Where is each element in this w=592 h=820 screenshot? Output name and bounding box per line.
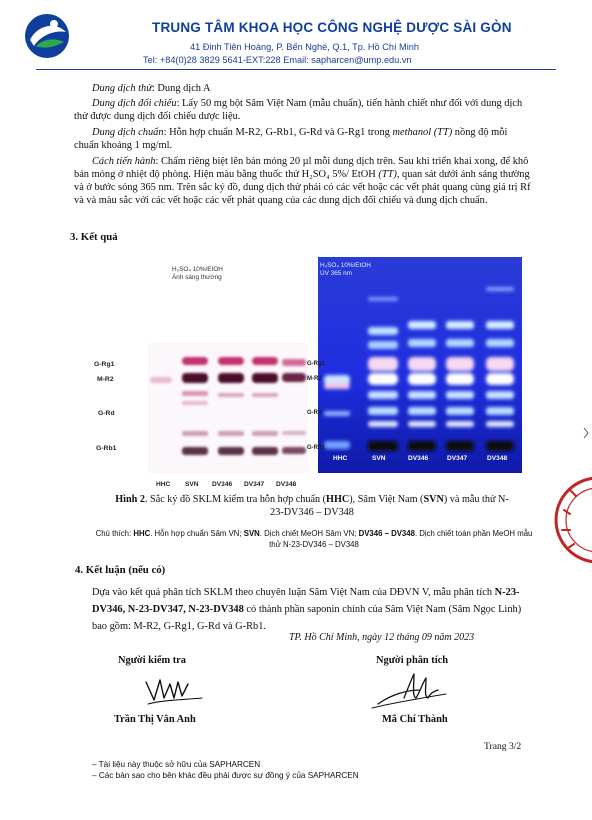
note-text-2: . Hỗn hợp chuẩn Sâm VN; (150, 529, 244, 538)
tlc-plate-uv-365 (318, 257, 522, 473)
caption-svn: SVN (423, 494, 444, 505)
band-label-m-r2: M-R2 (97, 376, 114, 383)
uv-lane-label-dv347: DV347 (447, 455, 468, 462)
procedure-tt: (TT) (378, 169, 397, 180)
standard-solvent: methanol (TT) (392, 127, 453, 138)
conclusion-text: Dựa vào kết quả phân tích SKLM theo chuyên luận Sâm Việt Nam của DĐVN V, mẫu phân tích (92, 587, 495, 598)
procedure-paragraph (74, 155, 534, 207)
inspector-title: Người kiểm tra (118, 655, 186, 666)
white-light-plate-label (172, 266, 223, 282)
lane-label-dv346: DV346 (212, 481, 233, 488)
uv-reagent: H₂SO₄ 10%/EtOH (320, 262, 371, 269)
analyst-signature (368, 668, 448, 712)
uv-band-label-g-rg1: G-Rg1 (307, 361, 325, 367)
tlc-plate-white-light (148, 343, 308, 473)
uv-band-label-m-r2: M-R2 (307, 376, 322, 382)
page-edge-mark (583, 426, 589, 440)
band-label-g-rg1: G-Rg1 (94, 361, 115, 368)
lane-label-dv347: DV347 (244, 481, 265, 488)
conclusion-samples: N-23-DV346, N-23-DV347, N-23-DV348 (92, 587, 520, 615)
procedure-text: : Chấm riêng biệt lên bản mỏng 20 µl mỗi dung dịch trên. Sau khi triển khai xong, để khô bản mỏng ở nhiệt độ phòng. Hiện màu bằng thuốc thử H₂SO₄ 5%/ EtOH (74, 156, 529, 180)
sapharcen-logo (22, 10, 72, 62)
inspector-name: Trần Thị Vân Anh (114, 714, 196, 725)
reference-solution-paragraph (74, 97, 534, 123)
uv-lane-label-dv346: DV346 (408, 455, 429, 462)
band-label-g-rb1: G-Rb1 (96, 445, 117, 452)
band-label-g-rd: G-Rd (98, 410, 115, 417)
lane-label-dv348: DV348 (276, 481, 297, 488)
inspector-signature (138, 670, 208, 710)
figure-number: Hình 2 (115, 494, 145, 505)
conclusion-text-2: có thành phần saponin chính của Sâm Việt Nam (Sâm Ngọc Linh) bao gồm: M-R2, G-Rg1, G-Rd và G-Rb1. (92, 604, 522, 632)
white-light-reagent: H₂SO₄ 10%/EtOH (172, 266, 223, 273)
test-solution-text: : Dung dịch A (151, 83, 211, 94)
section-4-heading: 4. Kết luận (nếu có) (75, 564, 166, 576)
uv-lane-label-svn: SVN (372, 455, 386, 462)
procedure-text-2: , quan sát dưới ánh sáng thường và ở bước sóng 365 nm. Trên sắc ký đồ, dung dịch thử phải có các vết hoặc các vết phát quang cùng giá trị Rf và và màu sắc với các vết hoặc các vết phát quang của các dung dịch đối chiếu và dung dịch chuẩn. (74, 169, 531, 206)
white-light-condition: Ánh sáng thường (172, 274, 222, 281)
analyst-title: Người phân tích (376, 655, 449, 666)
reference-solution-text: : Lấy 50 mg bột Sâm Việt Nam (mẫu chuẩn), tiến hành chiết như đối với dung dịch thử được dung dịch đối chiếu dược liệu. (74, 98, 523, 122)
standard-solution-label: Dung dịch chuẩn (92, 127, 164, 138)
uv-band-label-g-rb1: G-Rb1 (307, 445, 325, 451)
figure-caption (112, 493, 512, 519)
org-name: TRUNG TÂM KHOA HỌC CÔNG NGHỆ DƯỢC SÀI GÒN (152, 20, 512, 35)
caption-hhc: HHC (326, 494, 350, 505)
section-3-heading: 3. Kết quả (70, 231, 118, 243)
note-text-3: . Dịch chiết MeOH Sâm VN; (259, 529, 359, 538)
footer-note-1: – Tài liệu này thuộc sở hữu của SAPHARCEN (92, 760, 261, 769)
standard-solution-paragraph (74, 126, 534, 152)
uv-band-label-g-rd: G-Rd (307, 410, 322, 416)
note-prefix: Chú thích: (95, 529, 134, 538)
footer-note-2: – Các bản sao cho bên khác đều phải được sự đồng ý của SAPHARCEN (92, 771, 359, 780)
standard-solution-text-2: nồng độ mỗi chuẩn khoảng 1 mg/ml. (74, 127, 508, 151)
test-solution-paragraph (92, 82, 532, 95)
org-contact: Tel: +84(0)28 3829 5641-EXT:228 Email: sapharcen@ump.edu.vn (143, 55, 412, 65)
caption-text-3: ) và mẫu thử N-23-DV346 – DV348 (270, 494, 509, 518)
conclusion-paragraph (92, 584, 536, 635)
figure-note (94, 529, 534, 550)
note-dv: DV346 – DV348 (358, 529, 415, 538)
procedure-label: Cách tiến hành (92, 156, 156, 167)
note-text-4: . Dịch chiết toàn phần MeOH mẫu thử N-23-DV346 – DV348 (269, 529, 533, 549)
page-number: Trang 3/2 (484, 741, 522, 752)
caption-text-2: ), Sâm Việt Nam ( (349, 494, 424, 505)
note-hhc: HHC (133, 529, 151, 538)
lane-label-hhc: HHC (156, 481, 171, 488)
standard-solution-text: : Hỗn hợp chuẩn M-R2, G-Rb1, G-Rd và G-Rg1 trong (163, 127, 393, 138)
org-address: 41 Đinh Tiên Hoàng, P. Bến Nghé, Q.1, Tp. Hồ Chí Minh (190, 42, 419, 52)
header-divider (36, 69, 556, 70)
uv-plate-label (320, 262, 371, 278)
place-date: TP. Hồ Chí Minh, ngày 12 tháng 09 năm 2023 (289, 632, 475, 643)
caption-text: . Sắc ký đồ SKLM kiểm tra hỗn hợp chuẩn ( (144, 494, 327, 505)
analyst-name: Mã Chí Thành (382, 714, 448, 725)
red-stamp (540, 470, 592, 570)
lane-label-svn: SVN (185, 481, 199, 488)
uv-wavelength: UV 365 nm (320, 270, 352, 277)
test-solution-label: Dung dịch thử (92, 83, 152, 94)
uv-lane-label-dv348: DV348 (487, 455, 508, 462)
note-svn: SVN (243, 529, 260, 538)
reference-solution-label: Dung dịch đối chiếu (92, 98, 177, 109)
uv-lane-label-hhc: HHC (333, 455, 348, 462)
